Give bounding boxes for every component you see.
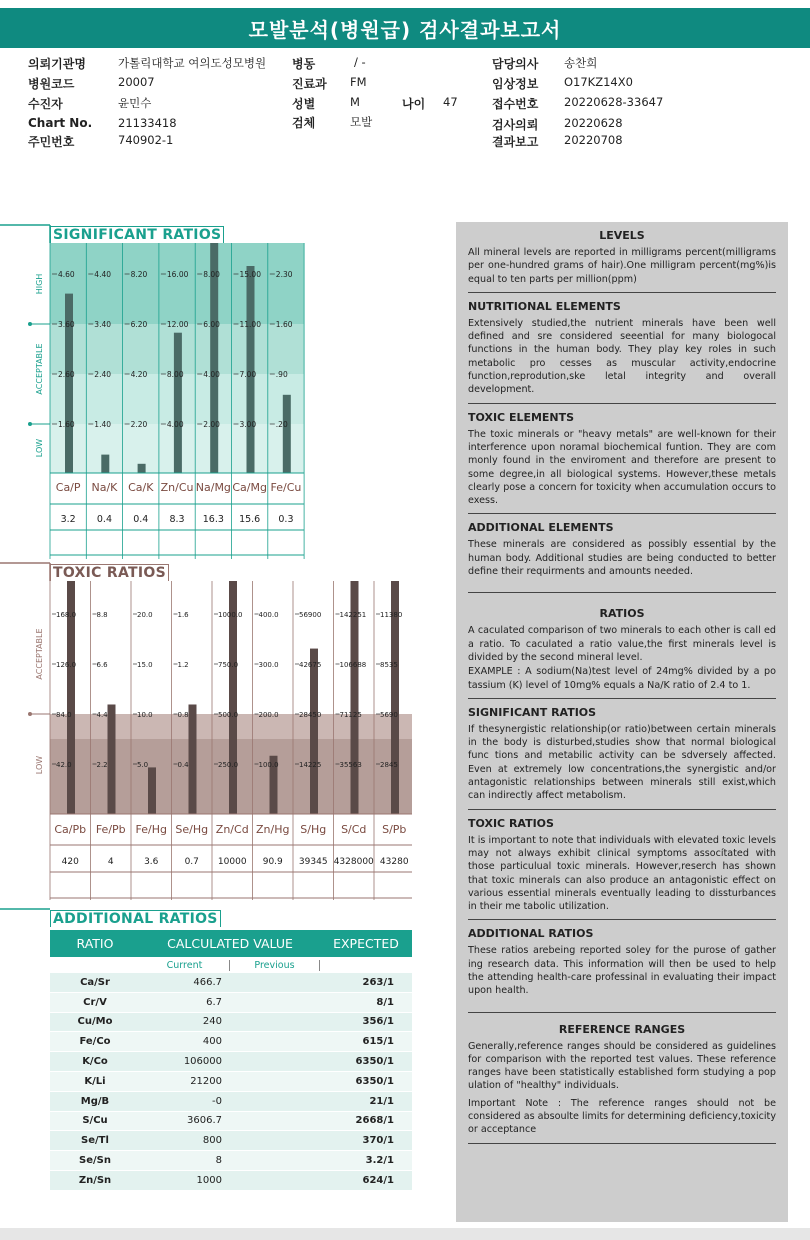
- header-expected: EXPECTED: [333, 936, 399, 951]
- tick-label: 10.0: [137, 711, 153, 719]
- tick-label: 42675: [299, 661, 322, 669]
- tick-label: 4.20: [130, 370, 148, 379]
- value-resident-no: 740902-1: [118, 133, 174, 147]
- divider: [468, 809, 776, 810]
- ratio-name: K/Co: [82, 1056, 108, 1068]
- label-clinical-info: 임상정보: [492, 77, 539, 91]
- zone-label: LOW: [35, 755, 44, 775]
- subheader-current: Current: [140, 960, 230, 971]
- high-zone: [50, 243, 304, 324]
- report-title: 모발분석(병원급) 검사결과보고서: [0, 8, 810, 48]
- ratio-name: Ca/Sr: [80, 976, 110, 988]
- reference-ranges-note: Important Note : The reference ranges should not be considered as absoulte limits for determining deficiency,toxicity or acceptance: [468, 1097, 776, 1136]
- value-chart-no: 21133418: [118, 116, 177, 130]
- additional-row: [50, 1171, 412, 1191]
- current-value: 6.7: [206, 996, 222, 1008]
- tick-label: 20.0: [137, 611, 153, 619]
- toxic-ratios-chart: [0, 562, 412, 902]
- column-name: Na/Mg: [195, 481, 231, 494]
- tick-label: 28450: [299, 711, 322, 719]
- tick-label: 2845: [380, 761, 398, 769]
- divider: [468, 513, 776, 514]
- bottom-strip: [0, 1228, 810, 1240]
- label-institution: 의뢰기관명: [28, 57, 86, 71]
- ratio-name: Zn/Sn: [78, 1174, 112, 1186]
- significant-ratios-heading: SIGNIFICANT RATIOS: [468, 705, 597, 719]
- column-name: Na/K: [91, 481, 118, 494]
- tick-label: 5690: [380, 711, 398, 719]
- significant-ratios-title: SIGNIFICANT RATIOS: [50, 226, 224, 243]
- current-value: 21200: [190, 1075, 222, 1087]
- tick-label: 1.2: [177, 661, 189, 669]
- divider: [468, 1012, 776, 1013]
- tick-label: 6.6: [96, 661, 108, 669]
- divider: [468, 292, 776, 293]
- value-hospital-code: 20007: [118, 75, 155, 89]
- result-value: 15.6: [239, 514, 261, 525]
- tick-label: 2.2: [96, 761, 108, 769]
- tick-label: 2.00: [203, 420, 220, 429]
- value-test-request: 20220628: [564, 116, 623, 130]
- tick-label: 1.40: [94, 420, 112, 429]
- additional-row: [50, 1072, 412, 1092]
- ratio-name: K/Li: [84, 1075, 106, 1087]
- label-result-report: 결과보고: [492, 135, 539, 149]
- ratio-name: Se/Tl: [81, 1135, 109, 1147]
- tick-label: 750.0: [218, 661, 239, 669]
- reference-ranges-heading: REFERENCE RANGES: [558, 1022, 686, 1036]
- tick-label: 2.30: [275, 270, 293, 279]
- tick-label: 400.0: [258, 611, 279, 619]
- additional-row: [50, 1032, 412, 1052]
- result-value: 3.6: [144, 857, 159, 867]
- ratio-bar: [310, 649, 318, 814]
- ratio-bar: [108, 704, 116, 814]
- result-value: 39345: [298, 857, 328, 867]
- expected-value: 6350/1: [355, 1056, 394, 1068]
- toxic-ratios-heading: TOXIC RATIOS: [468, 816, 554, 830]
- tick-label: 8535: [380, 661, 398, 669]
- expected-value: 615/1: [362, 1036, 394, 1048]
- column-name: Zn/Cd: [215, 823, 249, 836]
- tick-label: 14225: [299, 761, 322, 769]
- expected-value: 624/1: [362, 1174, 394, 1186]
- tick-label: 4.00: [166, 420, 184, 429]
- additional-ratios-table: [50, 930, 412, 1191]
- additional-table-header: [50, 930, 412, 957]
- label-receipt-no: 접수번호: [492, 97, 539, 111]
- value-age: 47: [443, 95, 458, 109]
- ratio-bar: [283, 395, 291, 473]
- column-name: Fe/Hg: [135, 823, 167, 836]
- result-value: 90.9: [262, 857, 283, 867]
- result-value: 43280: [379, 857, 409, 867]
- tick-label: 56900: [299, 611, 322, 619]
- nutritional-heading: NUTRITIONAL ELEMENTS: [468, 299, 621, 313]
- current-value: 3606.7: [187, 1115, 222, 1127]
- tick-label: 7.00: [239, 370, 257, 379]
- tick-label: 2.20: [130, 420, 148, 429]
- ratio-name: Cr/V: [83, 996, 107, 1008]
- significant-ratios-text: If thesynergistic relationship(or ratio)between certain minerals in the body is disturbed,studies show that normal biological func tions and metabilic activity can be sdversely affected. Even at extremely low concentrations,the synergistic and/or antagonistic relationships between minerals still exist,which can indirectly affect metabolism.: [468, 723, 776, 802]
- additional-row: [50, 973, 412, 993]
- result-value: 0.3: [278, 514, 294, 525]
- tick-label: 3.40: [94, 320, 112, 329]
- expected-value: 370/1: [362, 1135, 394, 1147]
- expected-value: 2668/1: [355, 1115, 394, 1127]
- result-value: 8.3: [169, 514, 185, 525]
- zone-marker-dot: [28, 712, 32, 716]
- tick-label: 3.60: [58, 320, 75, 329]
- ratio-name: Fe/Co: [79, 1036, 111, 1048]
- header-calculated: CALCULATED VALUE: [167, 936, 293, 951]
- label-doctor: 담당의사: [492, 57, 539, 71]
- expected-value: 21/1: [369, 1095, 394, 1107]
- divider: [468, 403, 776, 404]
- tick-label: 4.40: [94, 270, 112, 279]
- header-ratio: RATIO: [76, 936, 114, 951]
- ratio-bar: [174, 333, 182, 473]
- toxic-ratios-title: TOXIC RATIOS: [50, 564, 169, 581]
- column-name: S/Hg: [300, 823, 327, 836]
- label-ward: 병동: [292, 57, 316, 71]
- label-sex: 성별: [292, 97, 316, 111]
- additional-row: [50, 1112, 412, 1132]
- tick-label: 1.60: [275, 320, 293, 329]
- toxic-elements-text: The toxic minerals or "heavy metals" are well-known for their interference upon noramal biochemical funtion. They are com monly found in the enviroment and therefore are present to some degree,in all biological systems. However,these metals clearly pose a concern for toxicity when accumulation occurs to exess.: [468, 428, 776, 507]
- tick-label: 3.00: [239, 420, 257, 429]
- ratio-name: Mg/B: [80, 1095, 110, 1107]
- column-name: Zn/Cu: [160, 481, 194, 494]
- value-institution: 가톨릭대학교 여의도성모병원: [118, 56, 267, 70]
- levels-text: All mineral levels are reported in milligrams percent(milligrams per one-hundred grams of hair).One milligram percent(mg%)is equal to ten parts per million(ppm): [468, 247, 776, 285]
- additional-ratios-title: ADDITIONAL RATIOS: [50, 910, 221, 927]
- label-chart-no: Chart No.: [28, 116, 93, 130]
- tick-label: 0.8: [177, 711, 189, 719]
- additional-ratios-frame: [0, 908, 60, 912]
- zone-marker-dot: [28, 422, 32, 426]
- column-name: Ca/Mg: [232, 481, 267, 494]
- tick-label: 250.0: [218, 761, 239, 769]
- ratios-heading: RATIOS: [599, 607, 645, 621]
- tick-label: 6.20: [130, 320, 148, 329]
- tick-label: 0.4: [177, 761, 189, 769]
- zone-label: LOW: [35, 438, 44, 458]
- result-value: 4: [107, 857, 114, 867]
- tick-label: 35563: [339, 761, 362, 769]
- tick-label: 300.0: [258, 661, 279, 669]
- tick-label: 84.0: [56, 711, 72, 719]
- column-name: Ca/K: [128, 481, 154, 494]
- tick-label: .20: [275, 420, 288, 429]
- ratios-text: A caculated comparison of two minerals to each other is call ed a ratio. To caculated a ratio value,the first minerals level is divided by the second mineral level.: [468, 625, 776, 663]
- additional-row: [50, 1052, 412, 1072]
- expected-value: 8/1: [376, 996, 394, 1008]
- tick-label: 5.0: [137, 761, 149, 769]
- value-doctor: 송찬희: [564, 56, 598, 70]
- tick-label: 100.0: [258, 761, 279, 769]
- ratio-name: Se/Sn: [79, 1155, 111, 1167]
- tick-label: 8.8: [96, 611, 108, 619]
- divider: [468, 919, 776, 920]
- divider: [468, 1143, 776, 1144]
- additional-row: [50, 1013, 412, 1033]
- additional-row: [50, 1092, 412, 1112]
- tick-label: 200.0: [258, 711, 279, 719]
- zone-label: ACCEPTABLE: [35, 343, 44, 395]
- label-resident-no: 주민번호: [28, 135, 75, 149]
- value-clinical-info: O17KZ14X0: [564, 75, 633, 89]
- tick-label: 168.0: [56, 611, 77, 619]
- value-specimen: 모발: [350, 115, 373, 129]
- toxic-ratios-text: It is important to note that individuals with elevated toxic levels may not always exhibit clinical symptoms assocítated with those particulual toxic minerals. However,reserch has shown that toxic minerals can also produce an antagonistic effect on various essential minerals eventually leading to dissturbances in their me tabolic utilization.: [468, 834, 776, 913]
- expected-value: 263/1: [362, 976, 394, 988]
- significant-ratios-chart: [0, 224, 310, 559]
- tick-label: 4.60: [58, 270, 75, 279]
- tick-label: 4.00: [203, 370, 220, 379]
- tick-label: 12.00: [166, 320, 189, 329]
- result-value: 0.4: [96, 514, 113, 525]
- tick-label: 11380: [380, 611, 403, 619]
- tick-label: 16.00: [166, 270, 189, 279]
- column-name: Fe/Cu: [270, 481, 302, 494]
- divider: [468, 592, 776, 593]
- result-value: 10000: [217, 857, 247, 867]
- value-result-report: 20220708: [564, 133, 623, 147]
- result-value: 16.3: [202, 514, 224, 525]
- zone-marker-dot: [28, 322, 32, 326]
- zone-label: ACCEPTABLE: [35, 628, 44, 680]
- additional-row: [50, 993, 412, 1013]
- ratio-bar: [138, 464, 146, 473]
- ratio-bar: [189, 704, 197, 814]
- column-name: Fe/Pb: [95, 823, 126, 836]
- additional-elements-text: These minerals are considered as possibly essential by the human body. Additional studies are being conducted to better define their requirments and amounts needed.: [468, 539, 776, 578]
- tick-label: 106688: [339, 661, 367, 669]
- tick-label: 1000.0: [218, 611, 243, 619]
- ratio-bar: [148, 767, 156, 814]
- tick-label: 1.60: [58, 420, 75, 429]
- additional-rows: [50, 973, 412, 1191]
- value-receipt-no: 20220628-33647: [564, 95, 664, 109]
- tick-label: 4.4: [96, 711, 108, 719]
- label-department: 진료과: [292, 77, 327, 91]
- value-ward: / -: [354, 55, 366, 69]
- column-name: S/Cd: [341, 823, 367, 836]
- tick-label: 142251: [339, 611, 367, 619]
- label-patient: 수진자: [28, 97, 63, 111]
- value-sex: M: [350, 95, 360, 109]
- result-value: 420: [61, 857, 79, 867]
- current-value: 800: [202, 1135, 222, 1147]
- current-value: -0: [212, 1095, 222, 1107]
- value-department: FM: [350, 75, 367, 89]
- tick-label: .90: [275, 370, 288, 379]
- additional-row: [50, 1151, 412, 1171]
- tick-label: 8.00: [203, 270, 220, 279]
- column-name: S/Pb: [382, 823, 407, 836]
- levels-heading: LEVELS: [599, 229, 645, 242]
- divider: [468, 698, 776, 699]
- tick-label: 15.00: [239, 270, 261, 279]
- current-value: 106000: [183, 1056, 222, 1068]
- result-value: 0.7: [184, 857, 199, 867]
- nutritional-text: Extensively studied,the nutrient minerals have been well defined and sre considered seeential for many biologocal functions in the human body. They play key roles in such metabolic pro cesses as muscular activity,endocrine function,reprodution,ske letal integrity and overall development.: [468, 317, 776, 396]
- tick-label: 2.40: [94, 370, 112, 379]
- ratio-name: S/Cu: [82, 1115, 108, 1127]
- column-name: Se/Hg: [175, 823, 209, 836]
- additional-ratios-heading: ADDITIONAL RATIOS: [468, 927, 594, 941]
- expected-value: 356/1: [362, 1016, 394, 1028]
- current-value: 240: [202, 1016, 222, 1028]
- ratio-name: Cu/Mo: [77, 1016, 113, 1028]
- result-value: 3.2: [60, 514, 76, 525]
- current-value: 466.7: [193, 976, 222, 988]
- expected-value: 3.2/1: [365, 1155, 394, 1167]
- column-name: Ca/Pb: [54, 823, 87, 836]
- subheader-previous: Previous: [230, 960, 320, 971]
- additional-table-subheader: [50, 957, 412, 973]
- result-value: 4328000: [333, 857, 374, 867]
- tick-label: 15.0: [137, 661, 153, 669]
- label-test-request: 검사의뢰: [492, 118, 539, 132]
- patient-info: [0, 0, 810, 160]
- info-panel: [456, 222, 788, 1222]
- tick-label: 71125: [339, 711, 362, 719]
- tick-label: 500.0: [218, 711, 239, 719]
- reference-ranges-text: Generally,reference ranges should be considered as guidelines for comparison with the reported test values. These reference ranges have been statistically established form studying a pop ulation of "healthy" individuals.: [468, 1040, 776, 1092]
- current-value: 1000: [196, 1174, 222, 1186]
- tick-label: 42.0: [56, 761, 72, 769]
- label-age: 나이: [402, 97, 426, 111]
- result-value: 0.4: [133, 514, 149, 525]
- tick-label: 8.00: [166, 370, 184, 379]
- column-name: Zn/Hg: [256, 823, 290, 836]
- column-name: Ca/P: [55, 481, 81, 494]
- ratios-example: EXAMPLE : A sodium(Na)test level of 24mg% divided by a po tassium (K) level of 10mg% equals a Na/K ratio of 2.4 to 1.: [468, 666, 776, 691]
- ratio-bar: [101, 455, 109, 473]
- additional-row: [50, 1131, 412, 1151]
- current-value: 8: [215, 1155, 222, 1167]
- tick-label: 1.6: [177, 611, 189, 619]
- zone-label: HIGH: [35, 273, 44, 295]
- toxic-elements-heading: TOXIC ELEMENTS: [468, 410, 575, 424]
- expected-value: 6350/1: [355, 1075, 394, 1087]
- tick-label: 126.0: [56, 661, 77, 669]
- tick-label: 2.60: [58, 370, 75, 379]
- label-specimen: 검체: [292, 116, 316, 130]
- additional-ratios-text: These ratios arebeing reported soley for the purose of gather ing research data. This information will then be used to help the attending health-care professinal in evaluating their impact upon health.: [468, 945, 776, 997]
- label-hospital-code: 병원코드: [28, 77, 75, 91]
- tick-label: 6.00: [203, 320, 220, 329]
- value-patient: 윤민수: [118, 96, 152, 110]
- additional-elements-heading: ADDITIONAL ELEMENTS: [468, 521, 614, 535]
- current-value: 400: [202, 1036, 222, 1048]
- tick-label: 11.00: [239, 320, 261, 329]
- tick-label: 8.20: [130, 270, 148, 279]
